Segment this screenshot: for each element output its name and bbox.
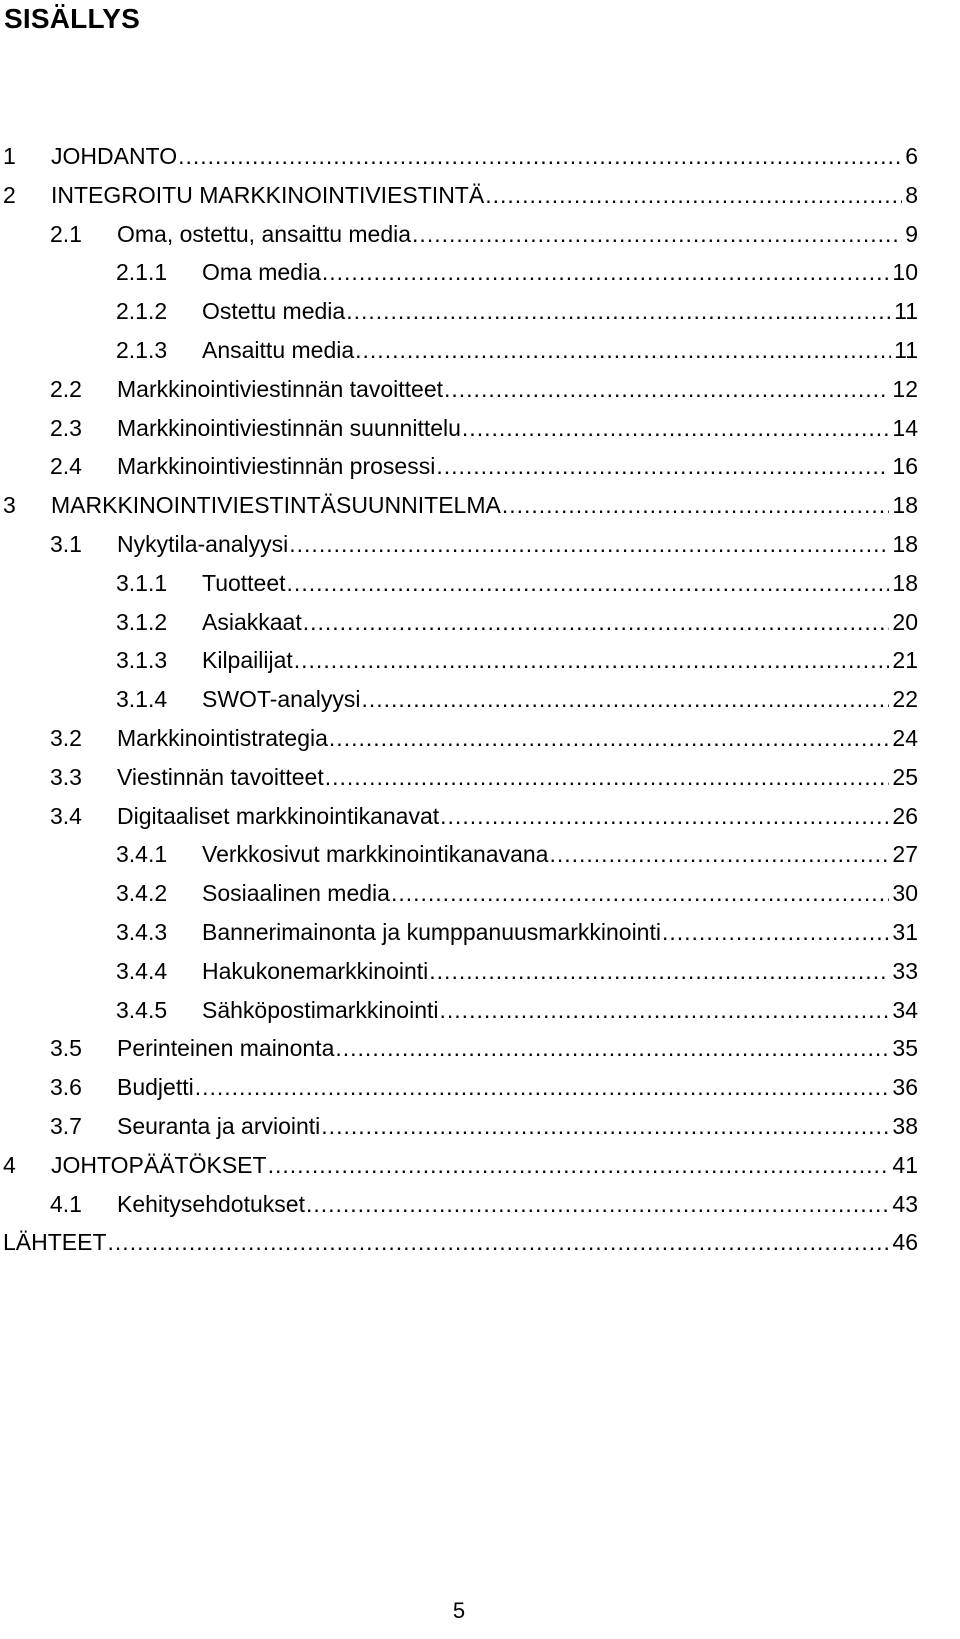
toc-entry-number: 3.1.2 [116,608,168,635]
toc-entry-number: 3.1.1 [116,569,168,596]
toc-entry-label: Perinteinen mainonta [117,1035,335,1062]
toc-leader-dots [287,565,890,601]
toc-entry-page: 6 [905,143,918,169]
toc-entry-page: 33 [892,957,918,984]
toc-entry[interactable] [116,332,918,368]
toc-leader-dots [303,604,890,640]
toc-entry-label: Hakukonemarkkinointi [202,957,429,984]
toc-entry-number: 3.6 [50,1074,82,1101]
toc-entry-number: 2.4 [50,453,82,480]
toc-entry-page: 26 [892,802,918,829]
toc-entry-number: 2.3 [50,414,82,441]
toc-entry-page: 11 [894,337,918,363]
toc-leader-dots [325,759,890,795]
toc-entry-label: Nykytila-analyysi [117,531,289,557]
toc-entry-label: Seuranta ja arviointi [117,1113,321,1139]
toc-entry-number: 3.4.4 [116,957,168,984]
toc-entry-page: 11 [894,298,918,325]
toc-entry-page: 38 [892,1113,918,1139]
toc-leader-dots [178,138,902,174]
toc-entry-number: 4 [3,1151,16,1178]
toc-entry[interactable] [3,138,918,174]
toc-entry-label: JOHTOPÄÄTÖKSET [51,1151,267,1178]
toc-entry-number: 2.2 [50,375,82,402]
toc-entry-page: 35 [892,1035,918,1062]
toc-entry-number: 2.1.3 [116,337,168,363]
toc-entry-label: Markkinointiviestinnän tavoitteet [117,375,443,402]
toc-entry[interactable] [50,759,918,795]
toc-leader-dots [412,216,902,252]
toc-entry-number: 3.4.1 [116,841,168,868]
toc-entry-page: 9 [905,220,918,247]
toc-leader-dots [322,254,890,290]
toc-leader-dots [361,681,889,717]
toc-leader-dots [436,448,889,484]
toc-entry[interactable] [3,1147,918,1183]
toc-entry-page: 21 [892,647,918,674]
toc-entry-number: 3.2 [50,725,82,751]
toc-entry-number: 3.4.3 [116,919,168,945]
toc-entry-label: Viestinnän tavoitteet [117,763,324,790]
toc-leader-dots [440,798,889,834]
toc-entry[interactable] [116,914,918,950]
toc-entry-label: Markkinointistrategia [117,725,328,751]
toc-entry-page: 18 [892,569,918,596]
toc-entry-label: Sosiaalinen media [202,880,390,907]
toc-entry-label: Oma media [202,259,321,286]
toc-entry-label: Markkinointiviestinnän prosessi [117,453,436,480]
toc-leader-dots [355,332,891,368]
toc-entry-number: 2 [3,181,16,208]
toc-leader-dots [549,836,889,872]
toc-entry[interactable] [50,526,918,562]
toc-entry-label: Ostettu media [202,298,346,325]
toc-entry-number: 2.1.2 [116,298,168,325]
toc-leader-dots [306,1186,889,1222]
toc-entry[interactable] [116,254,918,290]
page-number: 5 [452,1598,466,1623]
toc-entry-page: 16 [892,453,918,480]
toc-leader-dots [462,410,889,446]
toc-entry-label: Budjetti [117,1074,194,1101]
toc-entry-label: Kehitysehdotukset [117,1190,305,1217]
toc-entry-page: 36 [892,1074,918,1101]
toc-entry[interactable] [116,953,918,989]
toc-entry-number: 3.4 [50,802,82,829]
toc-leader-dots [329,720,889,756]
toc-leader-dots [335,1030,889,1066]
toc-entry-page: 18 [892,531,918,557]
toc-entry[interactable] [116,875,918,911]
toc-entry-label: Markkinointiviestinnän suunnittelu [117,414,461,441]
toc-entry[interactable] [116,836,918,872]
toc-leader-dots [444,371,889,407]
toc-entry-label: Digitaaliset markkinointikanavat [117,802,440,829]
toc-leader-dots [346,293,891,329]
toc-entry-number: 2.1.1 [116,259,168,286]
toc-leader-dots [429,953,889,989]
toc-entry-label: JOHDANTO [51,143,178,169]
page-title: SISÄLLYS [4,3,140,34]
toc-entry-page: 46 [892,1229,918,1256]
toc-entry-label: Kilpailijat [202,647,293,674]
toc-entry-page: 24 [892,725,918,751]
toc-entry-page: 27 [892,841,918,868]
toc-leader-dots [485,177,902,213]
toc-entry-label: Ansaittu media [202,337,355,363]
toc-leader-dots [289,526,889,562]
toc-entry-page: 31 [892,919,918,945]
toc-entry-page: 34 [892,996,918,1023]
toc-entry-label: Sähköpostimarkkinointi [202,996,439,1023]
toc-entry-page: 30 [892,880,918,907]
toc-entry[interactable] [50,798,918,834]
toc-entry[interactable] [50,448,918,484]
toc-leader-dots [440,992,890,1028]
toc-entry[interactable] [116,565,918,601]
toc-leader-dots [662,914,889,950]
toc-leader-dots [108,1224,890,1260]
toc-entry[interactable] [116,642,918,678]
toc-entry-number: 3.5 [50,1035,82,1062]
toc-entry-label: Asiakkaat [202,608,302,635]
toc-entry-number: 3 [3,492,16,519]
toc-entry[interactable] [50,720,918,756]
toc-entry-number: 1 [3,143,16,169]
toc-entry[interactable] [116,293,918,329]
toc-leader-dots [391,875,889,911]
toc-entry[interactable] [50,216,918,252]
toc-entry[interactable] [50,371,918,407]
toc-entry[interactable] [3,487,918,523]
toc-entry-page: 41 [892,1151,918,1178]
toc-entry-number: 4.1 [50,1190,82,1217]
toc-entry[interactable] [50,410,918,446]
toc-entry-page: 18 [892,492,918,519]
toc-entry-label: SWOT-analyysi [202,686,361,713]
toc-entry-number: 3.4.5 [116,996,168,1023]
toc-entry-page: 12 [892,375,918,402]
toc-entry-page: 43 [892,1190,918,1217]
toc-entry-page: 20 [892,608,918,635]
toc-entry-number: 3.3 [50,763,82,790]
toc-leader-dots [502,487,890,523]
toc-entry-label: Tuotteet [202,569,286,596]
toc-entry-page: 14 [892,414,918,441]
toc-entry-page: 22 [892,686,918,713]
toc-entry-label: Oma, ostettu, ansaittu media [117,220,412,247]
toc-entry-label: MARKKINOINTIVIESTINTÄSUUNNITELMA [51,492,501,519]
toc-entry-label: INTEGROITU MARKKINOINTIVIESTINTÄ [51,181,485,208]
toc-entry-label: Bannerimainonta ja kumppanuusmarkkinointi [202,919,661,945]
toc-entry-page: 8 [905,181,918,208]
toc-entry[interactable] [116,681,918,717]
toc-entry-number: 3.1.4 [116,686,168,713]
toc-entry[interactable] [116,604,918,640]
toc-entry-number: 3.1 [50,531,82,557]
toc-entry-number: 3.7 [50,1113,82,1139]
toc-leader-dots [294,642,890,678]
toc-entry[interactable] [116,992,918,1028]
toc-leader-dots [268,1147,890,1183]
toc-entry[interactable] [3,1224,918,1260]
toc-entry-page: 10 [892,259,918,286]
toc-entry-number: 2.1 [50,220,82,247]
toc-entry-page: 25 [892,763,918,790]
toc-entry[interactable] [50,1069,918,1105]
toc-entry[interactable] [50,1186,918,1222]
toc-entry-label: LÄHTEET [3,1229,107,1256]
toc-entry[interactable] [3,177,918,213]
toc-entry[interactable] [50,1108,918,1144]
toc-entry-number: 3.1.3 [116,647,168,674]
toc-entry[interactable] [50,1030,918,1066]
toc-entry-label: Verkkosivut markkinointikanavana [202,841,549,868]
toc-entry-number: 3.4.2 [116,880,168,907]
toc-leader-dots [195,1069,890,1105]
toc-leader-dots [321,1108,889,1144]
